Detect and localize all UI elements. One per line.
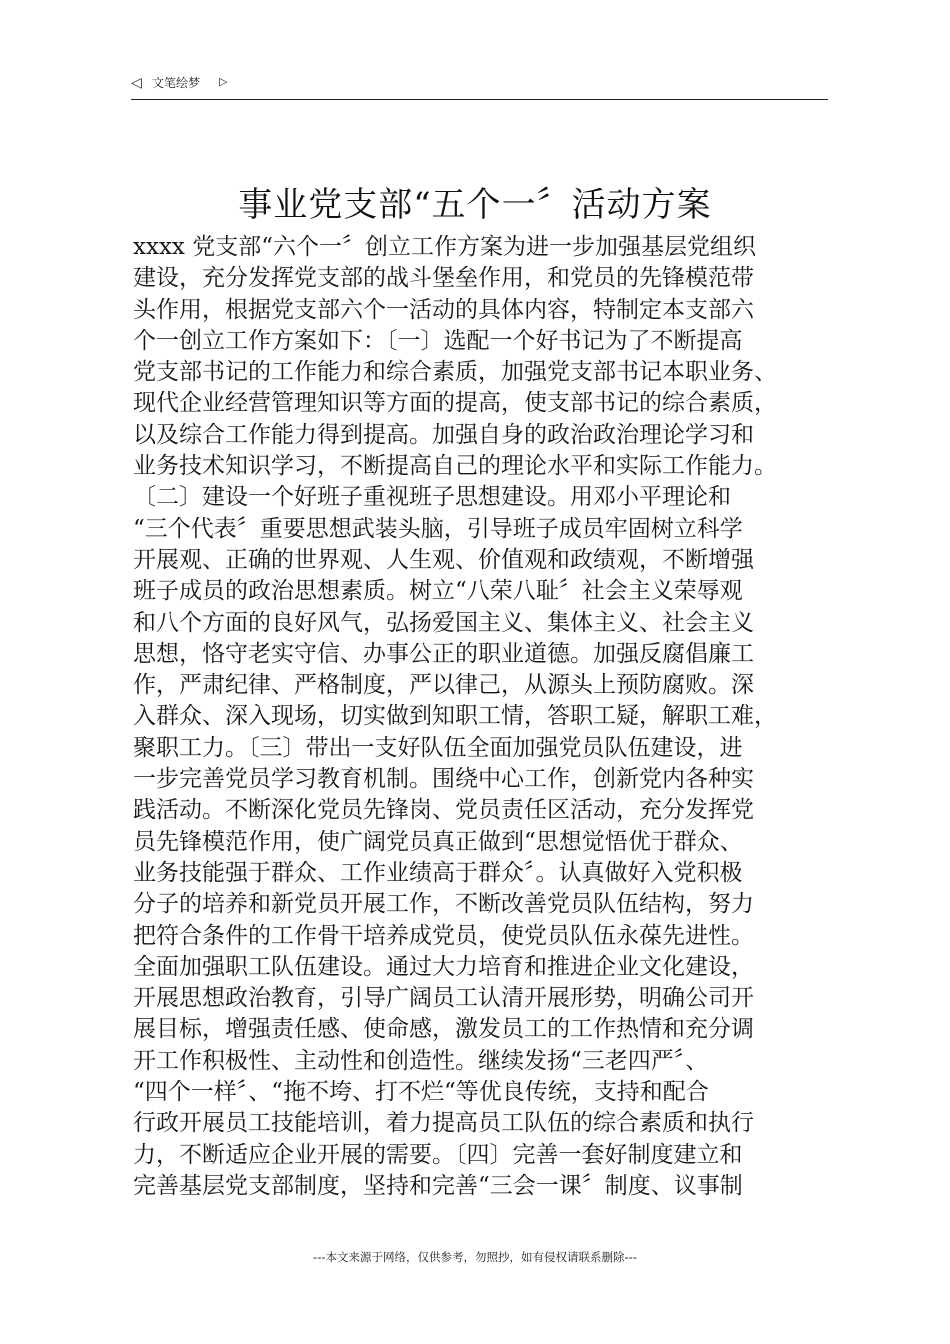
- body-line: “三个代表〞重要思想武装头脑，引导班子成员牢固树立科学: [133, 515, 743, 542]
- body-line: 和八个方面的良好风气，弘扬爱国主义、集体主义、社会主义: [133, 609, 754, 636]
- body-line: 完善基层党支部制度，坚持和完善“三会一课〞制度、议事制: [133, 1172, 743, 1199]
- body-line: 展目标，增强责任感、使命感，激发员工的工作热情和充分调: [133, 1016, 754, 1043]
- body-line: 开工作积极性、主动性和创造性。继续发扬“三老四严〞、: [133, 1047, 709, 1074]
- body-line: 思想，恪守老实守信、办事公正的职业道德。加强反腐倡廉工: [133, 640, 754, 667]
- body-line: 员先锋模范作用，使广阔党员真正做到“思想觉悟优于群众、: [133, 828, 743, 855]
- body-line: 践活动。不断深化党员先锋岗、党员责任区活动，充分发挥党: [133, 797, 754, 824]
- body-line: 现代企业经营管理知识等方面的提高，使支部书记的综合素质，: [133, 390, 777, 417]
- body-line: 业务技术知识学习，不断提高自己的理论水平和实际工作能力。: [133, 453, 777, 480]
- page-header: [131, 72, 828, 100]
- body-line: 入群众、深入现场，切实做到知职工情，答职工疑，解职工难，: [133, 703, 777, 730]
- header-label: 文笔绘梦: [152, 76, 201, 90]
- body-line: 一步完善党员学习教育机制。围绕中心工作，创新党内各种实: [133, 766, 754, 793]
- body-line: 聚职工力。〔三〕带出一支好队伍全面加强党员队伍建设，进: [133, 734, 743, 761]
- document-body: [133, 232, 833, 1202]
- body-line: 个一创立工作方案如下：〔一〕选配一个好书记为了不断提高: [133, 327, 743, 354]
- body-line: 党支部书记的工作能力和综合素质，加强党支部书记本职业务、: [133, 359, 777, 386]
- body-line: 全面加强职工队伍建设。通过大力培育和推进企业文化建设，: [133, 953, 754, 980]
- body-line: 业务技能强于群众、工作业绩高于群众〞。认真做好入党积极: [133, 859, 743, 886]
- body-line: “四个一样〞、“拖不垮、打不烂“等优良传统，支持和配合: [133, 1079, 709, 1106]
- body-line: 以及综合工作能力得到提高。加强自身的政治政治理论学习和: [133, 421, 754, 448]
- body-line: 开展观、正确的世界观、人生观、价值观和政绩观，不断增强: [133, 546, 754, 573]
- left-triangle-icon: ◁: [131, 75, 142, 91]
- page-footer: ---本文来源于网络，仅供参考，勿照抄，如有侵权请联系删除---: [313, 1250, 637, 1264]
- body-line: xxxx 党支部“六个一〞创立工作方案为进一步加强基层党组织: [133, 234, 756, 260]
- body-line: 头作用，根据党支部六个一活动的具体内容，特制定本支部六: [133, 296, 754, 323]
- body-line: 〔二〕建设一个好班子重视班子思想建设。用邓小平理论和: [133, 484, 731, 511]
- right-triangle-icon: ▷: [219, 75, 228, 88]
- body-line: 行政开展员工技能培训，着力提高员工队伍的综合素质和执行: [133, 1110, 754, 1137]
- body-line: 建设，充分发挥党支部的战斗堡垒作用，和党员的先锋模范带: [133, 265, 754, 292]
- body-line: 作，严肃纪律、严格制度，严以律己，从源头上预防腐败。深: [133, 672, 754, 699]
- body-line: 把符合条件的工作骨干培养成党员，使党员队伍永葆先进性。: [133, 922, 754, 949]
- document-title: 事业党支部“五个一〞活动方案: [238, 185, 712, 225]
- body-line: 开展思想政治教育，引导广阔员工认清开展形势，明确公司开: [133, 985, 754, 1012]
- body-line: 班子成员的政治思想素质。树立“八荣八耻〞社会主义荣辱观: [133, 578, 743, 605]
- body-line: 分子的培养和新党员开展工作，不断改善党员队伍结构，努力: [133, 891, 754, 918]
- body-line: 力，不断适应企业开展的需要。〔四〕完善一套好制度建立和: [133, 1141, 743, 1168]
